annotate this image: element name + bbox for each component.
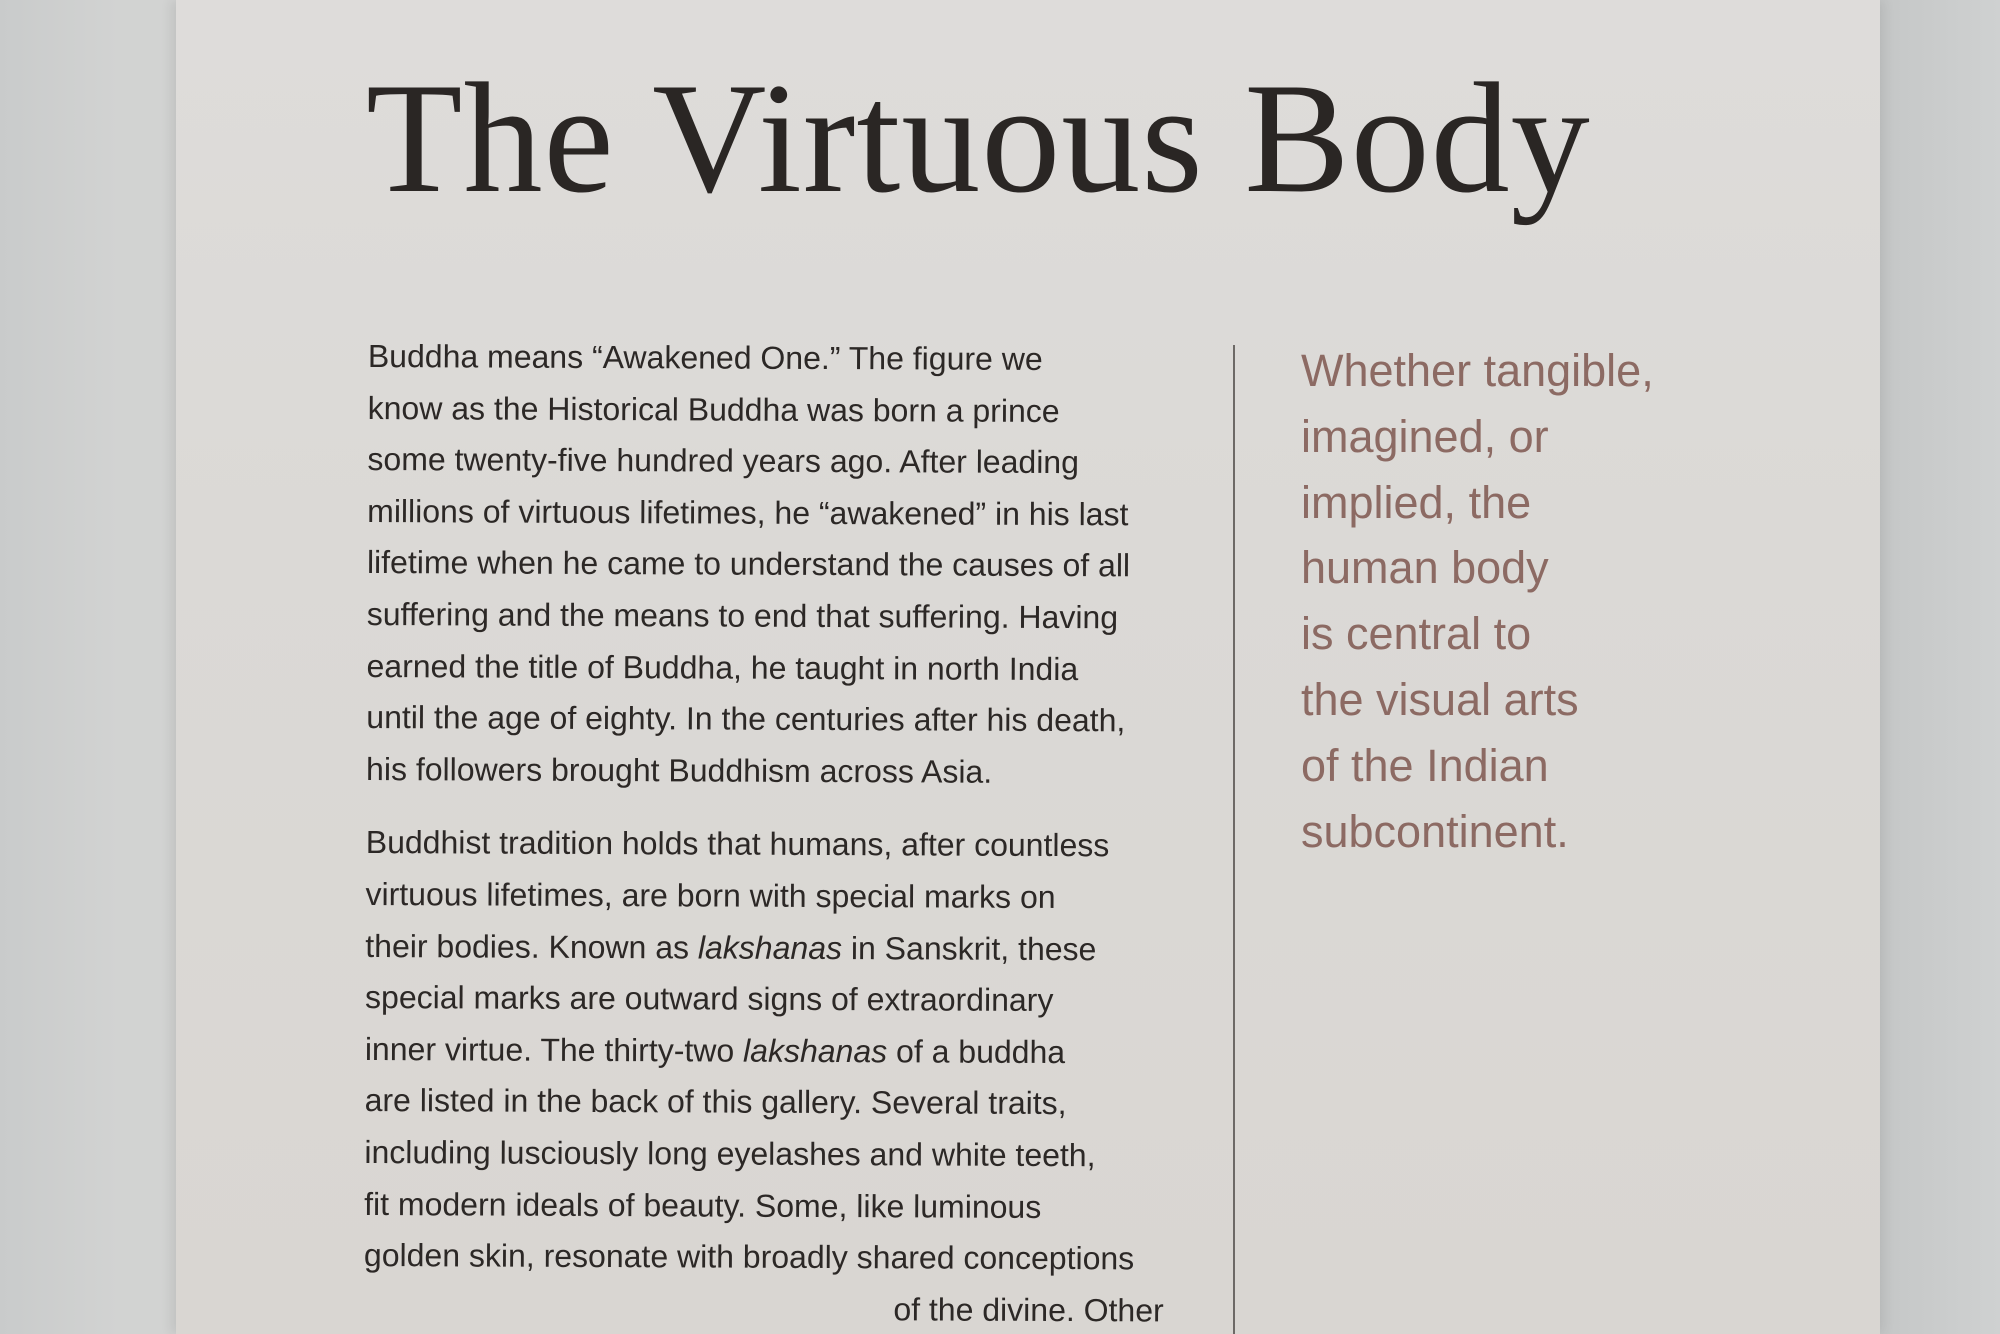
wall-edge	[1880, 0, 2000, 1334]
pull-quote-line: subcontinent.	[1301, 805, 1569, 857]
text-line: some twenty-five hundred years ago. After leading	[367, 441, 1080, 481]
text-line: fit modern ideals of beauty. Some, like luminous	[364, 1185, 1042, 1225]
pull-quote-line: is central to	[1301, 608, 1532, 660]
text-segment: in Sanskrit, these	[841, 929, 1097, 967]
body-text-column	[364, 331, 1168, 1334]
text-line: his followers brought Buddhism across Asia.	[366, 750, 993, 790]
pull-quote-line: imagined, or	[1301, 410, 1549, 462]
text-line: of the divine. Other	[893, 1290, 1164, 1329]
text-line: until the age of eighty. In the centuries after his death,	[366, 699, 1126, 739]
text-line: lifetime when he came to understand the causes of all	[366, 544, 1131, 584]
text-line: Buddhist tradition holds that humans, after countless	[365, 824, 1110, 864]
text-line: are listed in the back of this gallery. Several traits,	[364, 1082, 1067, 1122]
italic-term-lakshanas: lakshanas	[697, 928, 843, 966]
italic-term-lakshanas: lakshanas	[743, 1032, 888, 1069]
text-line: earned the title of Buddha, he taught in north India	[366, 647, 1079, 687]
pull-quote-line: Whether tangible,	[1301, 345, 1654, 396]
pull-quote-line: of the Indian	[1301, 739, 1549, 791]
panel-title: The Virtuous Body	[366, 51, 1591, 226]
pull-quote-line: human body	[1301, 542, 1549, 594]
text-line: virtuous lifetimes, are born with special marks on	[365, 875, 1056, 915]
text-segment: inner virtue. The thirty-two	[364, 1030, 744, 1069]
pull-quote-line: the visual arts	[1301, 673, 1579, 725]
column-divider	[1233, 345, 1235, 1334]
paragraph-lakshanas	[364, 817, 1166, 1334]
text-line: millions of virtuous lifetimes, he “awakened” in his last	[367, 492, 1129, 533]
text-line: Buddha means “Awakened One.” The figure we	[367, 337, 1043, 377]
text-line	[365, 921, 1165, 976]
text-line: golden skin, resonate with broadly shared conceptions	[363, 1237, 1135, 1277]
text-line: know as the Historical Buddha was born a prince	[367, 389, 1060, 429]
text-segment: their bodies. Known as	[365, 927, 699, 965]
text-line: including lusciously long eyelashes and white teeth,	[364, 1133, 1096, 1174]
text-line: special marks are outward signs of extraordinary	[365, 979, 1054, 1019]
text-line	[365, 1024, 1165, 1079]
pull-quote	[1301, 338, 1801, 864]
text-segment: of a buddha	[887, 1032, 1066, 1070]
paragraph-historical-buddha	[366, 331, 1168, 799]
pull-quote-line: implied, the	[1301, 476, 1532, 528]
text-line: suffering and the means to end that suffering. Having	[366, 595, 1119, 636]
